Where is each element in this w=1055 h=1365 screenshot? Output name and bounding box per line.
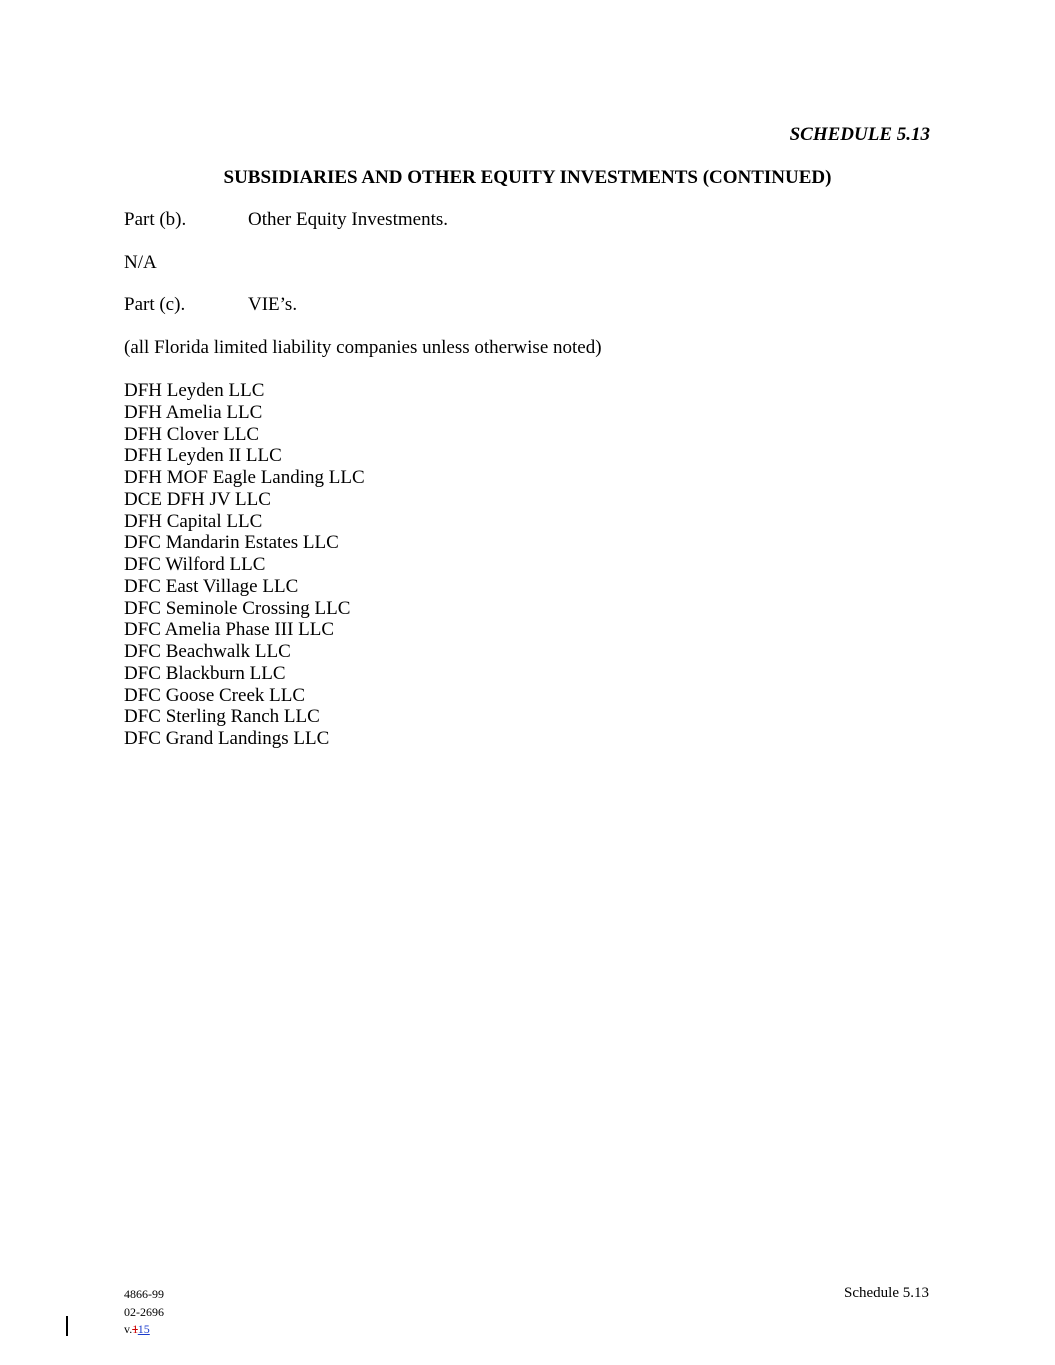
entity-item: DFC Mandarin Estates LLC [124, 532, 339, 554]
entity-item: DFC Grand Landings LLC [124, 728, 330, 749]
part-b-content: N/A [124, 252, 157, 273]
entity-list [124, 380, 365, 750]
entity-item: DFC Sterling Ranch LLC [124, 706, 320, 728]
part-b-label: Part (b). [124, 209, 187, 230]
document-title: SUBSIDIARIES AND OTHER EQUITY INVESTMENTS (CONTINUED) [223, 167, 832, 188]
part-c-row [124, 294, 297, 316]
change-bar [66, 1316, 68, 1336]
version-prefix: v. [124, 1322, 133, 1336]
footer-doc-id [124, 1286, 164, 1339]
entity-item: DCE DFH JV LLC [124, 488, 271, 510]
version-line [124, 1321, 164, 1339]
part-b-heading: Other Equity Investments. [248, 209, 448, 230]
entity-item: DFH Leyden LLC [124, 380, 265, 401]
entity-item: DFH Capital LLC [124, 510, 263, 532]
schedule-heading: SCHEDULE 5.13 [789, 124, 930, 145]
entity-item: DFC East Village LLC [124, 575, 299, 597]
version-inserted: 15 [137, 1322, 150, 1336]
entity-item: DFH Leyden II LLC [124, 445, 282, 467]
part-c-note: (all Florida limited liability companies unless otherwise noted) [124, 337, 602, 358]
entity-item: DFC Goose Creek LLC [124, 684, 306, 706]
entity-item: DFC Beachwalk LLC [124, 641, 291, 662]
footer-page-label: Schedule 5.13 [844, 1285, 929, 1301]
entity-item: DFH Clover LLC [124, 423, 260, 445]
doc-id-line-1: 4866-99 [124, 1287, 164, 1301]
entity-item: DFC Wilford LLC [124, 554, 266, 575]
doc-id-line-2: 02-2696 [124, 1304, 164, 1319]
entity-item: DFC Blackburn LLC [124, 662, 286, 684]
entity-item: DFH MOF Eagle Landing LLC [124, 467, 365, 488]
entity-item: DFC Amelia Phase III LLC [124, 619, 335, 641]
part-c-heading: VIE’s. [248, 294, 298, 315]
part-c-label: Part (c). [124, 294, 186, 315]
part-b-row [124, 209, 448, 231]
entity-item: DFH Amelia LLC [124, 401, 263, 423]
version-deleted: 1 [132, 1322, 138, 1336]
entity-item: DFC Seminole Crossing LLC [124, 597, 351, 619]
